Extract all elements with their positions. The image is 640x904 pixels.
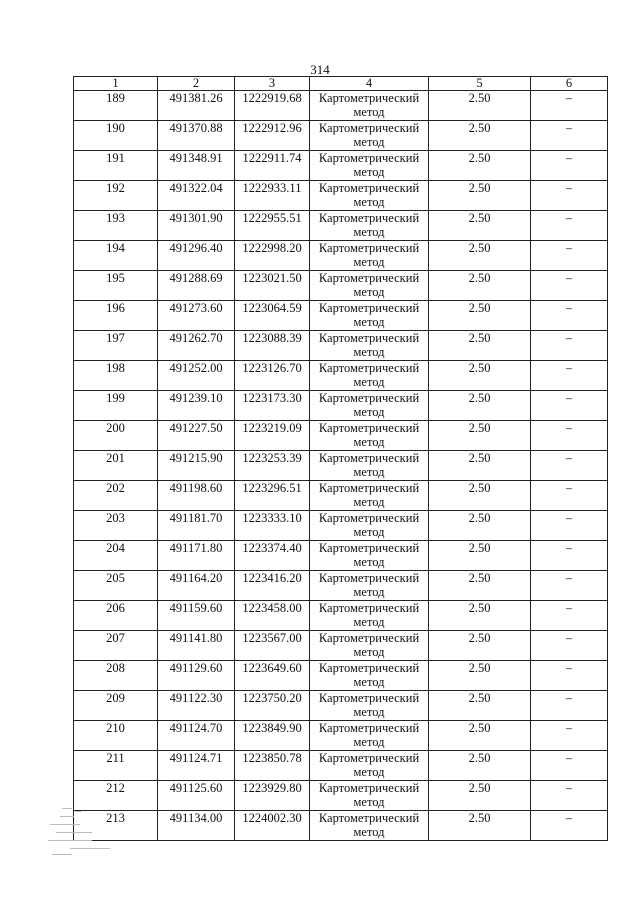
- x-coordinate: 491124.70: [158, 721, 235, 751]
- y-coordinate: 1223374.40: [235, 541, 310, 571]
- point-number: 213: [74, 811, 158, 841]
- point-number: 205: [74, 571, 158, 601]
- table-row: [74, 751, 608, 781]
- x-coordinate: 491129.60: [158, 661, 235, 691]
- point-number: 198: [74, 361, 158, 391]
- error-cell: 2.50: [429, 541, 531, 571]
- table-row: [74, 421, 608, 451]
- point-number: 192: [74, 181, 158, 211]
- table-row: [74, 571, 608, 601]
- x-coordinate: 491262.70: [158, 331, 235, 361]
- y-coordinate: 1222998.20: [235, 241, 310, 271]
- note-cell: –: [531, 631, 608, 661]
- y-coordinate: 1223458.00: [235, 601, 310, 631]
- table-row: [74, 811, 608, 841]
- table-row: [74, 631, 608, 661]
- x-coordinate: 491159.60: [158, 601, 235, 631]
- error-cell: 2.50: [429, 481, 531, 511]
- point-number: 204: [74, 541, 158, 571]
- method-cell: Картометрический метод: [310, 151, 429, 181]
- method-cell: Картометрический метод: [310, 331, 429, 361]
- header-row: [74, 77, 608, 91]
- method-cell: Картометрический метод: [310, 511, 429, 541]
- method-cell: Картометрический метод: [310, 181, 429, 211]
- note-cell: –: [531, 721, 608, 751]
- y-coordinate: 1223750.20: [235, 691, 310, 721]
- error-cell: 2.50: [429, 781, 531, 811]
- x-coordinate: 491122.30: [158, 691, 235, 721]
- y-coordinate: 1223567.00: [235, 631, 310, 661]
- point-number: 211: [74, 751, 158, 781]
- column-header: 4: [310, 77, 429, 91]
- table-row: [74, 301, 608, 331]
- method-cell: Картометрический метод: [310, 631, 429, 661]
- y-coordinate: 1223929.80: [235, 781, 310, 811]
- table-row: [74, 691, 608, 721]
- error-cell: 2.50: [429, 181, 531, 211]
- table-row: [74, 661, 608, 691]
- table-body: [74, 77, 608, 841]
- method-cell: Картометрический метод: [310, 811, 429, 841]
- method-cell: Картометрический метод: [310, 421, 429, 451]
- error-cell: 2.50: [429, 451, 531, 481]
- point-number: 193: [74, 211, 158, 241]
- y-coordinate: 1223416.20: [235, 571, 310, 601]
- x-coordinate: 491134.00: [158, 811, 235, 841]
- note-cell: –: [531, 121, 608, 151]
- table-row: [74, 121, 608, 151]
- error-cell: 2.50: [429, 571, 531, 601]
- error-cell: 2.50: [429, 751, 531, 781]
- method-cell: Картометрический метод: [310, 271, 429, 301]
- note-cell: –: [531, 541, 608, 571]
- error-cell: 2.50: [429, 361, 531, 391]
- x-coordinate: 491322.04: [158, 181, 235, 211]
- point-number: 203: [74, 511, 158, 541]
- x-coordinate: 491348.91: [158, 151, 235, 181]
- x-coordinate: 491125.60: [158, 781, 235, 811]
- note-cell: –: [531, 661, 608, 691]
- note-cell: –: [531, 571, 608, 601]
- x-coordinate: 491239.10: [158, 391, 235, 421]
- x-coordinate: 491301.90: [158, 211, 235, 241]
- method-cell: Картометрический метод: [310, 121, 429, 151]
- y-coordinate: 1222911.74: [235, 151, 310, 181]
- error-cell: 2.50: [429, 271, 531, 301]
- method-cell: Картометрический метод: [310, 541, 429, 571]
- table-row: [74, 541, 608, 571]
- point-number: 196: [74, 301, 158, 331]
- y-coordinate: 1223296.51: [235, 481, 310, 511]
- y-coordinate: 1224002.30: [235, 811, 310, 841]
- y-coordinate: 1223849.90: [235, 721, 310, 751]
- table-row: [74, 211, 608, 241]
- point-number: 195: [74, 271, 158, 301]
- x-coordinate: 491273.60: [158, 301, 235, 331]
- table-row: [74, 481, 608, 511]
- table-row: [74, 181, 608, 211]
- column-header: 2: [158, 77, 235, 91]
- x-coordinate: 491370.88: [158, 121, 235, 151]
- x-coordinate: 491181.70: [158, 511, 235, 541]
- error-cell: 2.50: [429, 811, 531, 841]
- y-coordinate: 1222919.68: [235, 91, 310, 121]
- note-cell: –: [531, 361, 608, 391]
- x-coordinate: 491288.69: [158, 271, 235, 301]
- table-row: [74, 391, 608, 421]
- error-cell: 2.50: [429, 631, 531, 661]
- point-number: 202: [74, 481, 158, 511]
- note-cell: –: [531, 211, 608, 241]
- point-number: 190: [74, 121, 158, 151]
- y-coordinate: 1223088.39: [235, 331, 310, 361]
- table-row: [74, 451, 608, 481]
- error-cell: 2.50: [429, 391, 531, 421]
- method-cell: Картометрический метод: [310, 691, 429, 721]
- method-cell: Картометрический метод: [310, 601, 429, 631]
- note-cell: –: [531, 691, 608, 721]
- table-row: [74, 331, 608, 361]
- method-cell: Картометрический метод: [310, 721, 429, 751]
- point-number: 199: [74, 391, 158, 421]
- x-coordinate: 491215.90: [158, 451, 235, 481]
- x-coordinate: 491296.40: [158, 241, 235, 271]
- table-row: [74, 91, 608, 121]
- error-cell: 2.50: [429, 691, 531, 721]
- error-cell: 2.50: [429, 511, 531, 541]
- point-number: 208: [74, 661, 158, 691]
- x-coordinate: 491171.80: [158, 541, 235, 571]
- y-coordinate: 1223253.39: [235, 451, 310, 481]
- note-cell: –: [531, 91, 608, 121]
- error-cell: 2.50: [429, 421, 531, 451]
- note-cell: –: [531, 421, 608, 451]
- note-cell: –: [531, 181, 608, 211]
- error-cell: 2.50: [429, 241, 531, 271]
- point-number: 210: [74, 721, 158, 751]
- table-row: [74, 271, 608, 301]
- method-cell: Картометрический метод: [310, 211, 429, 241]
- note-cell: –: [531, 481, 608, 511]
- table-row: [74, 511, 608, 541]
- point-number: 197: [74, 331, 158, 361]
- x-coordinate: 491141.80: [158, 631, 235, 661]
- note-cell: –: [531, 331, 608, 361]
- x-coordinate: 491124.71: [158, 751, 235, 781]
- note-cell: –: [531, 751, 608, 781]
- note-cell: –: [531, 811, 608, 841]
- point-number: 207: [74, 631, 158, 661]
- y-coordinate: 1223219.09: [235, 421, 310, 451]
- note-cell: –: [531, 151, 608, 181]
- x-coordinate: 491164.20: [158, 571, 235, 601]
- note-cell: –: [531, 271, 608, 301]
- y-coordinate: 1222933.11: [235, 181, 310, 211]
- note-cell: –: [531, 451, 608, 481]
- column-header: 5: [429, 77, 531, 91]
- table-row: [74, 361, 608, 391]
- column-header: 6: [531, 77, 608, 91]
- error-cell: 2.50: [429, 331, 531, 361]
- coordinates-table: [73, 76, 608, 841]
- x-coordinate: 491198.60: [158, 481, 235, 511]
- point-number: 194: [74, 241, 158, 271]
- note-cell: –: [531, 241, 608, 271]
- error-cell: 2.50: [429, 121, 531, 151]
- y-coordinate: 1223649.60: [235, 661, 310, 691]
- error-cell: 2.50: [429, 661, 531, 691]
- table-row: [74, 241, 608, 271]
- y-coordinate: 1223064.59: [235, 301, 310, 331]
- method-cell: Картометрический метод: [310, 241, 429, 271]
- y-coordinate: 1222955.51: [235, 211, 310, 241]
- error-cell: 2.50: [429, 721, 531, 751]
- table-row: [74, 601, 608, 631]
- error-cell: 2.50: [429, 151, 531, 181]
- method-cell: Картометрический метод: [310, 781, 429, 811]
- method-cell: Картометрический метод: [310, 661, 429, 691]
- error-cell: 2.50: [429, 301, 531, 331]
- point-number: 191: [74, 151, 158, 181]
- point-number: 206: [74, 601, 158, 631]
- point-number: 201: [74, 451, 158, 481]
- scan-artifact: [40, 802, 130, 862]
- error-cell: 2.50: [429, 601, 531, 631]
- method-cell: Картометрический метод: [310, 391, 429, 421]
- table-row: [74, 721, 608, 751]
- method-cell: Картометрический метод: [310, 451, 429, 481]
- y-coordinate: 1223333.10: [235, 511, 310, 541]
- method-cell: Картометрический метод: [310, 751, 429, 781]
- method-cell: Картометрический метод: [310, 571, 429, 601]
- table-row: [74, 151, 608, 181]
- method-cell: Картометрический метод: [310, 361, 429, 391]
- note-cell: –: [531, 781, 608, 811]
- y-coordinate: 1223021.50: [235, 271, 310, 301]
- note-cell: –: [531, 601, 608, 631]
- y-coordinate: 1223126.70: [235, 361, 310, 391]
- note-cell: –: [531, 511, 608, 541]
- y-coordinate: 1223173.30: [235, 391, 310, 421]
- column-header: 3: [235, 77, 310, 91]
- point-number: 212: [74, 781, 158, 811]
- method-cell: Картометрический метод: [310, 301, 429, 331]
- x-coordinate: 491252.00: [158, 361, 235, 391]
- page-number: 314: [310, 62, 330, 77]
- x-coordinate: 491381.26: [158, 91, 235, 121]
- note-cell: –: [531, 391, 608, 421]
- table-row: [74, 781, 608, 811]
- error-cell: 2.50: [429, 211, 531, 241]
- method-cell: Картометрический метод: [310, 481, 429, 511]
- point-number: 189: [74, 91, 158, 121]
- error-cell: 2.50: [429, 91, 531, 121]
- note-cell: –: [531, 301, 608, 331]
- y-coordinate: 1222912.96: [235, 121, 310, 151]
- method-cell: Картометрический метод: [310, 91, 429, 121]
- point-number: 209: [74, 691, 158, 721]
- column-header: 1: [74, 77, 158, 91]
- y-coordinate: 1223850.78: [235, 751, 310, 781]
- x-coordinate: 491227.50: [158, 421, 235, 451]
- point-number: 200: [74, 421, 158, 451]
